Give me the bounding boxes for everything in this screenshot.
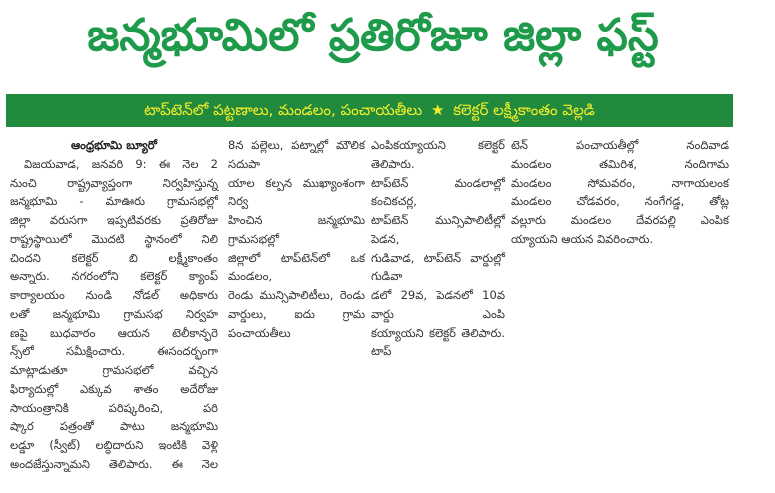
article-line: మండలం తమిరిశ, నందిగామ bbox=[511, 156, 729, 171]
article-line: కయ్యాయని కలెక్టర్ తెలిపారు. టాప్ bbox=[371, 325, 505, 359]
banner-text-right: కలెక్టర్ లక్ష్మీకాంతం వెల్లడి bbox=[453, 101, 595, 119]
star-icon: ★ bbox=[430, 101, 445, 119]
article-line: ఎంపికయ్యాయని కలెక్టర్ తెలిపారు. bbox=[371, 138, 505, 171]
article-line: జిల్లా వరుసగా ఇప్పటివరకు ప్రతిరోజు bbox=[10, 213, 218, 227]
article-line: చిందని కలెక్టర్ బి లక్ష్మీకాంతం bbox=[10, 250, 218, 265]
article-line: యాల కల్పన ముఖ్యాంశంగా నిర్వ bbox=[228, 175, 365, 209]
article-line: సాయంత్రానికి పరిష్కరించి, పరి bbox=[10, 400, 218, 415]
article-line: అన్నారు. నగరంలోని కలెక్టర్ క్యాంప్ bbox=[10, 269, 218, 284]
article-line: ణపై బుధవారం ఆయన టెలీకాన్ఫరె bbox=[10, 325, 218, 340]
article-line: డలో 29వ, పెడనలో 10వ వార్డు ఎంపి bbox=[371, 288, 505, 321]
article-line: టాప్‌టెన్ మున్సిపాలిటీల్లో పెడన, bbox=[371, 213, 505, 246]
article-line: మండలం సోమవరం, నాగాయలంక bbox=[511, 175, 729, 190]
article-column-2 bbox=[228, 136, 365, 342]
article-line: 8న పల్లెలు, పట్నాల్లో మౌలిక సదుపా bbox=[228, 138, 365, 171]
article-line: జిల్లాలో టాప్‌టెన్‌లో ఒక మండలం, bbox=[228, 250, 365, 284]
article-line: ఫిర్యాదుల్లో ఎక్కువ శాతం అదేరోజు bbox=[10, 381, 218, 396]
article-line: న్స్‌లో సమీక్షించారు. ఈసందర్భంగా bbox=[10, 344, 218, 359]
headline: జన్మభూమిలో ప్రతిరోజూ జిల్లా ఫస్ట్ bbox=[87, 10, 659, 61]
article-line: వార్డులు, ఐదు గ్రామ పంచాయతీలు bbox=[228, 306, 365, 340]
article-line: టాప్‌టెన్ మండలాల్లో కంచికచర్ల, bbox=[371, 175, 505, 209]
article-line: విజయవాడ, జనవరి 9: ఈ నెల 2 bbox=[24, 156, 218, 171]
byline: ఆంధ్రభూమి బ్యూరో bbox=[70, 138, 158, 152]
subheadline-banner bbox=[6, 94, 733, 127]
article-line: కార్యాలయం నుండి నోడల్ అధికారు bbox=[10, 288, 218, 302]
article-column-4 bbox=[511, 136, 729, 249]
article-line: జన్మభూమి - మాఊరు గ్రామసభల్లో bbox=[10, 194, 218, 209]
article-line: య్యాయని ఆయన వివరించారు. bbox=[511, 231, 654, 246]
article-line: అందజేస్తున్నామని తెలిపారు. ఈ నెల bbox=[10, 456, 218, 471]
banner-text-left: టాప్‌టెన్‌లో పట్టణాలు, మండలం, పంచాయతీలు bbox=[144, 101, 423, 119]
article-line: మాట్లాడుతూ గ్రామసభలో వచ్చిన bbox=[10, 363, 218, 377]
article-column-3 bbox=[371, 136, 505, 361]
article-line: లడ్డూ (స్వీట్) లబ్ధిదారుని ఇంటికి వెళ్లి bbox=[10, 438, 218, 452]
article-line: నుంచి రాష్ట్రవ్యాప్తంగా నిర్వహిస్తున్న bbox=[10, 175, 218, 190]
article-line: గుడివాడ, టాప్‌టెన్ వార్డుల్లో గుడివా bbox=[371, 250, 505, 284]
article-line: రాష్ట్రస్థాయిలో మొదటి స్థానంలో నిలి bbox=[10, 231, 218, 246]
article-line: మండలం చోడవరం, నంగేగడ్డ, తోట్ల bbox=[511, 194, 729, 209]
article-column-1 bbox=[10, 136, 218, 474]
article-line: వల్లూరు మండలం దేవరపల్లి ఎంపిక bbox=[511, 213, 729, 227]
article-line: రెండు మున్సిపాలిటీలు, రెండు bbox=[228, 288, 365, 302]
article-line: టెన్ పంచాయతీల్లో నందివాడ bbox=[511, 138, 729, 152]
article-line: లతో జన్మభూమి గ్రామసభ నిర్వహ bbox=[10, 306, 218, 321]
article-line: హించిన జన్మభూమి గ్రామసభల్లో bbox=[228, 213, 365, 246]
article-line: ష్కార పత్రంతో పాటు జన్మభూమి bbox=[10, 419, 218, 434]
